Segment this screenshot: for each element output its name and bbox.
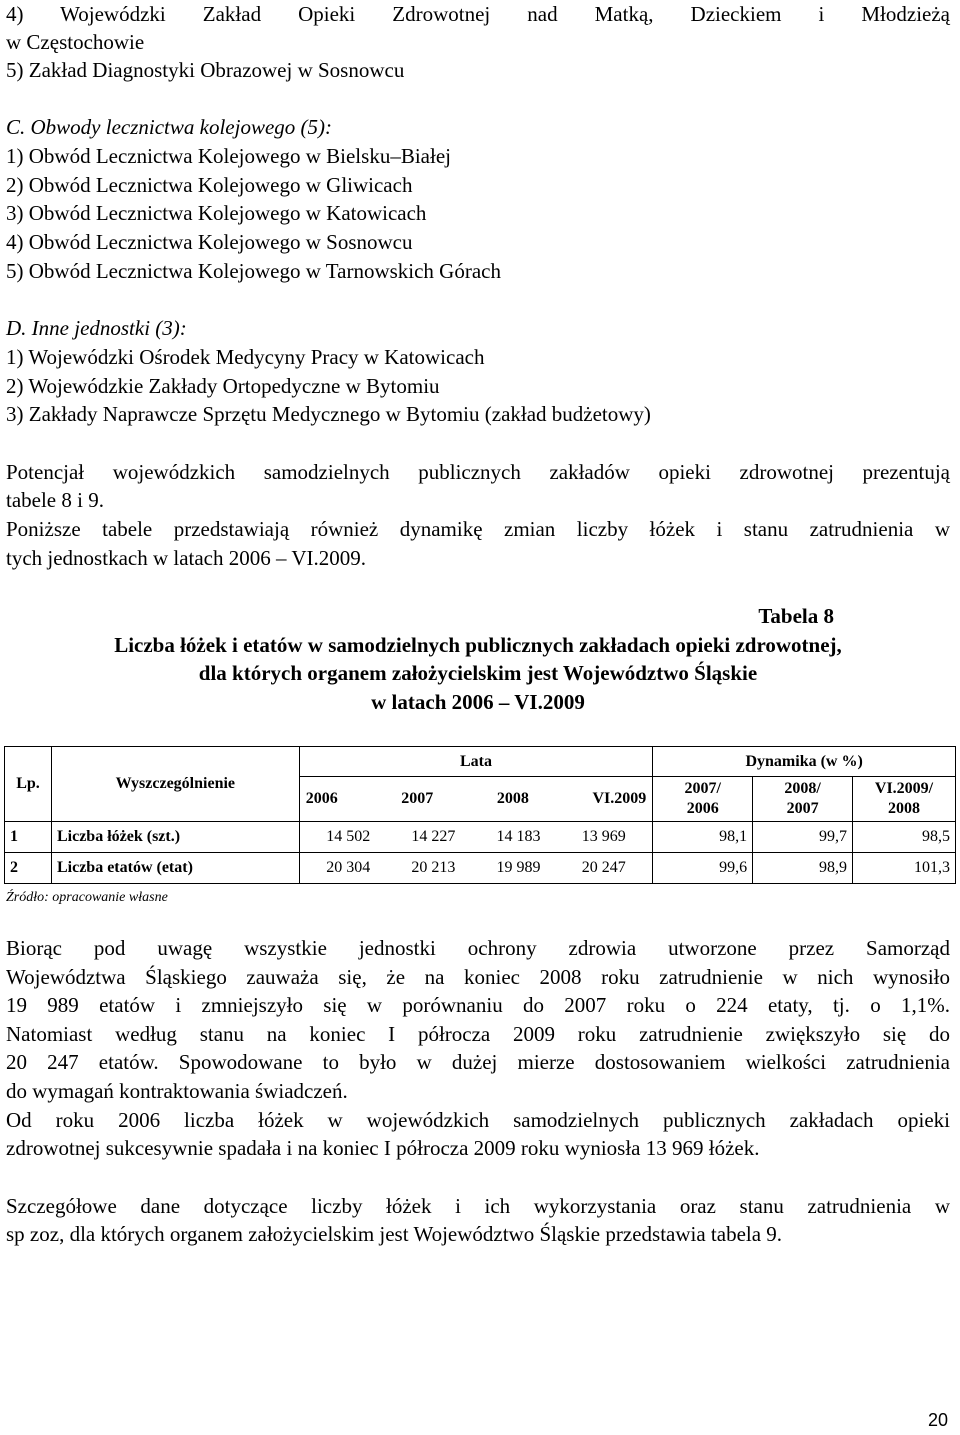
paragraph-line: tabele 8 i 9. [6,488,104,512]
section-d-item: 2) Wojewódzkie Zakłady Ortopedyczne w Bytomiu [6,374,440,398]
header-dyn-bottom: 2006 [686,800,719,817]
table-title-line: Liczba łóżek i etatów w samodzielnych publicznych zakładach opieki zdrowotnej, [114,633,842,657]
header-year: 2008 [496,790,529,807]
section-d-item: 3) Zakłady Naprawcze Sprzętu Medycznego w Bytomiu (zakład budżetowy) [6,402,651,426]
header-dyn-top: 2008/ [784,780,821,797]
header-dyn-top: 2007/ [684,780,721,797]
section-d-heading: D. Inne jednostki (3): [6,316,187,340]
section-d-item: 1) Wojewódzki Ośrodek Medycyny Pracy w Katowicach [6,345,485,369]
table-header-row [5,747,956,777]
table-label: Tabela 8 [758,604,834,628]
header-lata: Lata [299,747,653,777]
paragraph-line: 19 989 etatów i zmniejszyło się w porównaniu do 2007 roku o 224 etaty, tj. o 1,1%. [6,993,950,1017]
list-item-4-line2: w Częstochowie [6,30,145,54]
row-values [299,822,653,853]
paragraph-line: Natomiast według stanu na koniec I półrocza 2009 roku zatrudnienie zwiększyło się do [6,1022,950,1046]
row-value: 20 247 [581,859,626,876]
table-row [5,822,956,853]
list-item-5: 5) Zakład Diagnostyki Obrazowej w Sosnowcu [6,58,405,82]
header-year: 2006 [305,790,338,807]
row-description: Liczba etatów (etat) [51,853,299,884]
header-dyn-col [853,777,956,822]
table-source-note: Źródło: opracowanie własne [6,890,168,905]
header-dyn-top: VI.2009/ [874,780,934,797]
header-dyn-col [753,777,853,822]
header-dyn-bottom: 2007 [786,800,819,817]
row-value: 14 227 [411,828,456,845]
row-value: 20 213 [411,859,456,876]
header-dyn-col [653,777,753,822]
header-year: VI.2009 [592,790,647,807]
row-dyn: 98,9 [753,853,853,884]
row-value: 14 183 [496,828,541,845]
row-dyn: 99,6 [653,853,753,884]
paragraph-line: tych jednostkach w latach 2006 – VI.2009. [6,546,367,570]
section-c-heading: C. Obwody lecznictwa kolejowego (5): [6,115,333,139]
page-number: 20 [927,1410,948,1430]
section-c-item: 1) Obwód Lecznictwa Kolejowego w Bielsku–Białej [6,144,451,168]
row-dyn: 101,3 [853,853,956,884]
table-row [5,853,956,884]
row-lp: 1 [5,822,52,853]
paragraph-line: zdrowotnej sukcesywnie spadała i na koniec I półrocza 2009 roku wyniosła 13 969 łóżek. [6,1136,760,1160]
header-dynamika: Dynamika (w %) [653,747,956,777]
list-item-4-line1: 4) Wojewódzki Zakład Opieki Zdrowotnej nad Matką, Dzieckiem i Młodzieżą [6,2,950,26]
paragraph-line: sp zoz, dla których organem założycielskim jest Województwo Śląskie przedstawia tabela 9. [6,1222,783,1246]
row-value: 14 502 [326,828,371,845]
table-title-line: dla których organem założycielskim jest Województwo Śląskie [198,661,758,685]
paragraph-line: Województwa Śląskiego zauważa się, że na koniec 2008 roku zatrudnienie w nich wynosiło [6,965,950,989]
paragraph-line: Szczegółowe dane dotyczące liczby łóżek i ich wykorzystania oraz stanu zatrudnienia w [6,1194,950,1218]
header-years [299,777,653,822]
header-lp: Lp. [5,747,52,822]
header-year: 2007 [401,790,434,807]
row-value: 20 304 [326,859,371,876]
row-dyn: 99,7 [753,822,853,853]
row-dyn: 98,1 [653,822,753,853]
header-dyn-bottom: 2008 [888,800,921,817]
row-values [299,853,653,884]
section-c-item: 4) Obwód Lecznictwa Kolejowego w Sosnowcu [6,230,413,254]
paragraph-line: Od roku 2006 liczba łóżek w wojewódzkich samodzielnych publicznych zakładach opieki [6,1108,950,1132]
paragraph-line: Potencjał wojewódzkich samodzielnych publicznych zakładów opieki zdrowotnej prezentują [6,460,950,484]
paragraph-line: Biorąc pod uwagę wszystkie jednostki ochrony zdrowia utworzone przez Samorząd [6,936,950,960]
data-table [4,746,956,884]
paragraph-line: Poniższe tabele przedstawiają również dynamikę zmian liczby łóżek i stanu zatrudnienia w [6,517,950,541]
row-value: 13 969 [581,828,626,845]
row-description: Liczba łóżek (szt.) [51,822,299,853]
section-c-item: 2) Obwód Lecznictwa Kolejowego w Gliwicach [6,173,413,197]
section-c-item: 3) Obwód Lecznictwa Kolejowego w Katowicach [6,201,427,225]
row-value: 19 989 [496,859,541,876]
row-dyn: 98,5 [853,822,956,853]
row-lp: 2 [5,853,52,884]
section-c-item: 5) Obwód Lecznictwa Kolejowego w Tarnowskich Górach [6,259,501,283]
header-description: Wyszczególnienie [51,747,299,822]
paragraph-line: do wymagań kontraktowania świadczeń. [6,1079,348,1103]
paragraph-line: 20 247 etatów. Spowodowane to było w dużej mierze dostosowaniem wielkości zatrudnienia [6,1050,950,1074]
table-title-line: w latach 2006 – VI.2009 [371,690,585,714]
